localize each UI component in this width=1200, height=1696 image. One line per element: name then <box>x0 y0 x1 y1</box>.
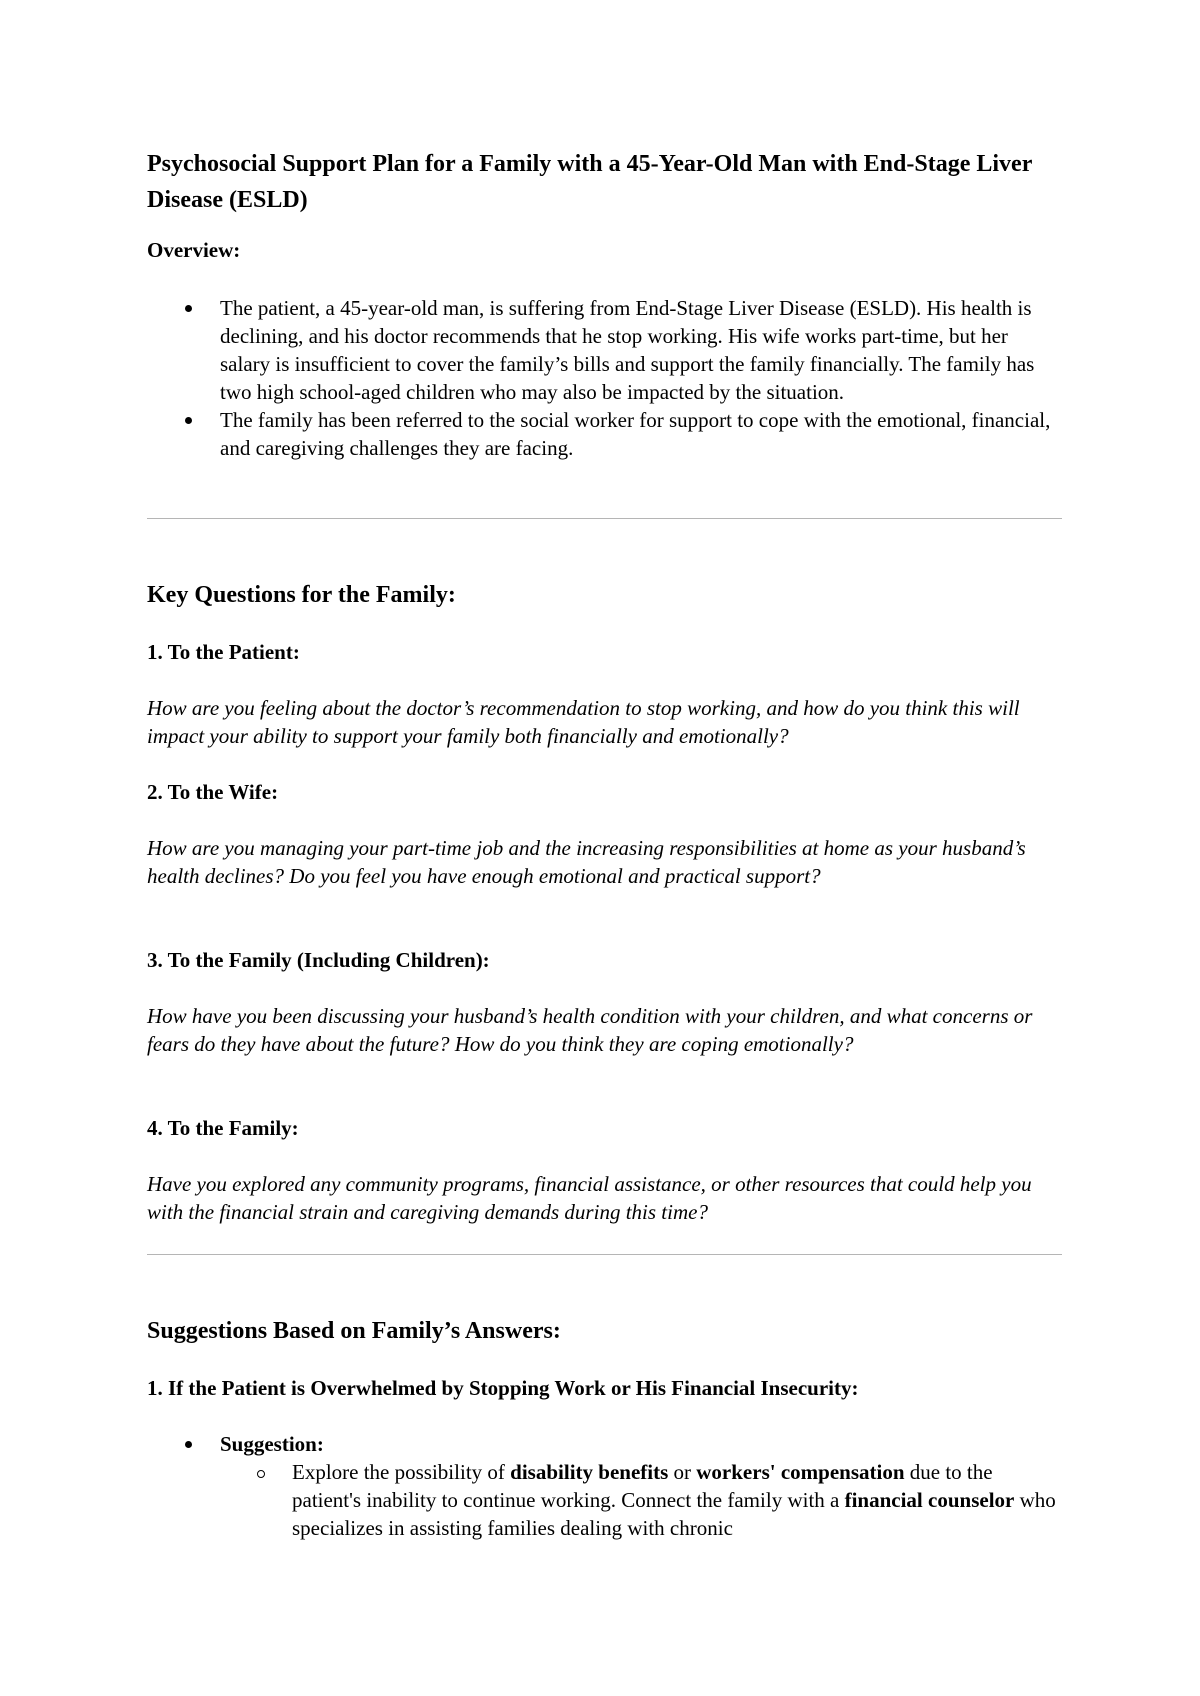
detail-text: Explore the possibility of <box>292 1460 511 1484</box>
overview-bullet-text: The patient, a 45-year-old man, is suffering from End-Stage Liver Disease (ESLD). His health is declining, and his doctor recommends that he stop working. His wife works part-time, but her salary is insufficient to cover the family’s bills and support the family financially. The family has two high school-aged children who may also be impacted by the situation. <box>220 296 1035 404</box>
bullet-icon <box>185 1441 192 1448</box>
suggestion-list <box>147 1430 1062 1542</box>
detail-text: due to the patient's inability to continue working. Connect the family with a <box>292 1460 993 1512</box>
detail-text: who specializes in assisting families dealing with chronic <box>292 1488 1056 1540</box>
suggestions-heading: Suggestions Based on Family’s Answers: <box>147 1318 561 1344</box>
suggestion-sub-list <box>220 1458 1062 1542</box>
question-text: How are you feeling about the doctor’s recommendation to stop working, and how do you think this will impact your ability to support your family both financially and emotionally? <box>147 696 1020 748</box>
bullet-icon <box>185 305 192 312</box>
question-heading: 3. To the Family (Including Children): <box>147 948 490 972</box>
document-title: Psychosocial Support Plan for a Family with a 45-Year-Old Man with End-Stage Liver Disease (ESLD) <box>147 151 1032 213</box>
suggestion-detail <box>292 1460 1056 1540</box>
circle-bullet-icon <box>257 1470 265 1478</box>
overview-bullet-text: The family has been referred to the social worker for support to cope with the emotional, financial, and caregiving challenges they are facing. <box>220 408 1051 460</box>
list-item <box>147 1430 1062 1542</box>
question-text: How have you been discussing your husband’s health condition with your children, and what concerns or fears do they have about the future? How do you think they are coping emotionally? <box>147 1004 1033 1056</box>
detail-text: or <box>668 1460 697 1484</box>
question-heading: 1. To the Patient: <box>147 640 300 664</box>
question-heading: 4. To the Family: <box>147 1116 299 1140</box>
key-questions-heading: Key Questions for the Family: <box>147 582 456 608</box>
overview-label: Overview: <box>147 238 241 262</box>
detail-bold-text: disability benefits <box>510 1460 669 1484</box>
question-heading: 2. To the Wife: <box>147 780 279 804</box>
suggestion-heading: 1. If the Patient is Overwhelmed by Stopping Work or His Financial Insecurity: <box>147 1376 859 1400</box>
suggestion-label: Suggestion: <box>220 1432 324 1456</box>
detail-bold-text: workers' compensation <box>696 1460 905 1484</box>
overview-list <box>147 294 1062 462</box>
list-item <box>147 294 1062 406</box>
detail-bold-text: financial counselor <box>844 1488 1015 1512</box>
question-text: Have you explored any community programs, financial assistance, or other resources that could help you with the financial strain and caregiving demands during this time? <box>147 1172 1032 1224</box>
bullet-icon <box>185 417 192 424</box>
horizontal-divider <box>147 518 1062 519</box>
horizontal-divider <box>147 1254 1062 1255</box>
question-text: How are you managing your part-time job and the increasing responsibilities at home as your husband’s health declines? Do you feel you have enough emotional and practical support? <box>147 836 1026 888</box>
list-item <box>147 1458 1062 1542</box>
list-item <box>147 406 1062 462</box>
